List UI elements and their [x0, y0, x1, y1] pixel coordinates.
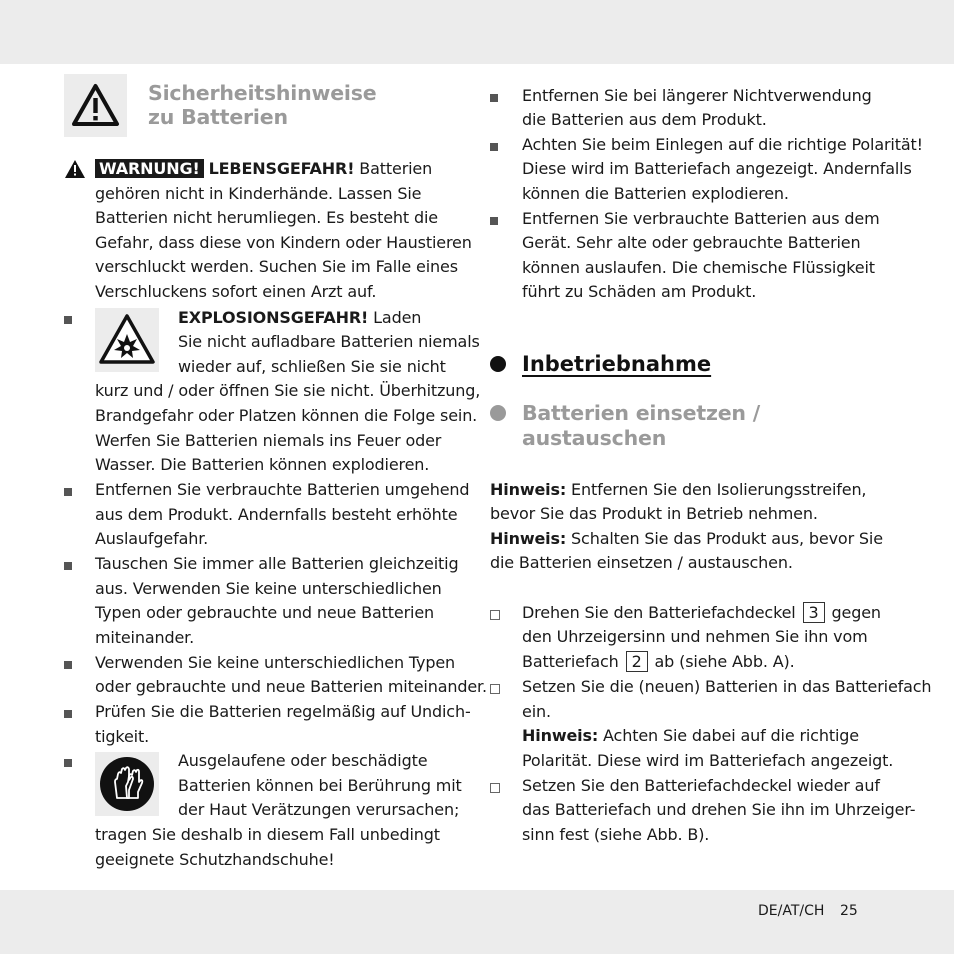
bullet-square [490, 94, 498, 102]
explosion-icon-box [95, 308, 159, 372]
left-bullet-4: Prüfen Sie die Batterien regelmäßig auf Undich- [95, 702, 471, 721]
explosion-text: Werfen Sie Batterien niemals ins Feuer oder [95, 431, 442, 450]
gloves-icon-box [95, 752, 159, 816]
subsection-title-line1: Batterien einsetzen / [522, 401, 761, 425]
left-bullet-1: aus dem Produkt. Andernfalls besteht erhöhte [95, 505, 458, 524]
bullet-square [64, 759, 72, 767]
note-2-line1 [490, 527, 883, 552]
right-bullet-1: die Batterien aus dem Produkt. [522, 110, 767, 129]
step-checkbox [490, 610, 500, 620]
gloves-icon [95, 752, 159, 816]
explosion-line-1 [178, 306, 421, 331]
bullet-square [64, 316, 72, 324]
explosion-heading: EXPLOSIONSGEFAHR! [178, 308, 369, 327]
gloves-text: tragen Sie deshalb in diesem Fall unbedingt [95, 825, 440, 844]
left-bullet-3: oder gebrauchte und neue Batterien miteinander. [95, 677, 487, 696]
subsection-dot [490, 405, 506, 421]
step-2-hint-line2: Polarität. Diese wird im Batteriefach angezeigt. [522, 751, 894, 770]
explosion-text: kurz und / oder öffnen Sie sie nicht. Überhitzung, [95, 381, 481, 400]
warning-heading: LEBENSGEFAHR! [208, 159, 355, 178]
warning-text: Gefahr, dass diese von Kindern oder Haustieren [95, 233, 472, 252]
left-bullet-1: Auslaufgefahr. [95, 529, 209, 548]
right-bullet-3: Gerät. Sehr alte oder gebrauchte Batterien [522, 233, 861, 252]
right-bullet-3: führt zu Schäden am Produkt. [522, 282, 757, 301]
right-bullet-3: Entfernen Sie verbrauchte Batterien aus dem [522, 209, 880, 228]
bullet-square [64, 488, 72, 496]
bullet-square [64, 710, 72, 718]
explosion-text: Brandgefahr oder Platzen können die Folge sein. [95, 406, 478, 425]
step-3-line1: Setzen Sie den Batteriefachdeckel wieder auf [522, 776, 880, 795]
note-text: Entfernen Sie den Isolierungsstreifen, [571, 480, 867, 499]
section-title-line1: Sicherheitshinweise [148, 81, 377, 105]
right-bullet-2: können die Batterien explodieren. [522, 184, 789, 203]
explosion-text: Wasser. Die Batterien können explodieren. [95, 455, 430, 474]
step-checkbox [490, 783, 500, 793]
right-bullet-1: Entfernen Sie bei längerer Nichtverwendung [522, 86, 872, 105]
warning-icon-box [64, 74, 127, 137]
part-number: 2 [626, 651, 648, 672]
step-1-line1 [522, 601, 881, 626]
part-number: 3 [803, 602, 825, 623]
explosion-text: wieder auf, schließen Sie sie nicht [178, 357, 446, 376]
page-number: 25 [840, 903, 858, 919]
warning-text: Verschluckens sofort einen Arzt auf. [95, 282, 377, 301]
warning-text: verschluckt werden. Suchen Sie im Falle eines [95, 257, 458, 276]
step-1-line3 [522, 650, 795, 675]
bullet-square [490, 143, 498, 151]
gloves-text: Ausgelaufene oder beschädigte [178, 751, 428, 770]
warning-text-0: Batterien [359, 159, 433, 178]
bullet-square [64, 661, 72, 669]
top-band [0, 0, 954, 64]
note-1-line1 [490, 478, 866, 503]
left-bullet-2: Tauschen Sie immer alle Batterien gleichzeitig [95, 554, 459, 573]
bottom-band [0, 890, 954, 954]
footer-region: DE/AT/CH [758, 903, 825, 919]
warning-triangle-icon [64, 74, 127, 137]
gloves-text: der Haut Verätzungen verursachen; [178, 800, 460, 819]
step-text: Batteriefach [522, 652, 619, 671]
left-bullet-3: Verwenden Sie keine unterschiedlichen Typen [95, 653, 456, 672]
left-bullet-1: Entfernen Sie verbrauchte Batterien umgehend [95, 480, 470, 499]
left-bullet-2: miteinander. [95, 628, 195, 647]
section-inbetriebnahme: Inbetriebnahme [522, 352, 712, 376]
warning-text: Batterien nicht herumliegen. Es besteht die [95, 208, 438, 227]
step-1-line2: den Uhrzeigersinn und nehmen Sie ihn vom [522, 627, 868, 646]
right-bullet-3: können auslaufen. Die chemische Flüssigkeit [522, 258, 875, 277]
step-checkbox [490, 684, 500, 694]
step-2-line2: ein. [522, 702, 551, 721]
note-2-line2: die Batterien einsetzen / austauschen. [490, 553, 793, 572]
step-text: gegen [831, 603, 881, 622]
note-label: Hinweis: [522, 726, 599, 745]
note-text: Schalten Sie das Produkt aus, bevor Sie [571, 529, 883, 548]
step-text: ab (siehe Abb. A). [654, 652, 795, 671]
section-title-line2: zu Batterien [148, 105, 288, 129]
step-3-line3: sinn fest (siehe Abb. B). [522, 825, 710, 844]
section-dot [490, 356, 506, 372]
gloves-text: Batterien können bei Berührung mit [178, 776, 462, 795]
warning-line-1 [95, 157, 432, 182]
step-text: Drehen Sie den Batteriefachdeckel [522, 603, 796, 622]
warning-text: gehören nicht in Kinderhände. Lassen Sie [95, 184, 422, 203]
right-bullet-2: Diese wird im Batteriefach angezeigt. Andernfalls [522, 159, 912, 178]
warning-label: WARNUNG! [95, 159, 204, 178]
left-bullet-2: Typen oder gebrauchte und neue Batterien [95, 603, 435, 622]
explosion-text: Sie nicht aufladbare Batterien niemals [178, 332, 480, 351]
right-bullet-2: Achten Sie beim Einlegen auf die richtige Polarität! [522, 135, 923, 154]
step-2-hint-line1 [522, 724, 859, 749]
left-bullet-4: tigkeit. [95, 727, 150, 746]
gloves-text: geeignete Schutzhandschuhe! [95, 850, 335, 869]
left-bullet-2: aus. Verwenden Sie keine unterschiedlichen [95, 579, 442, 598]
note-label: Hinweis: [490, 480, 567, 499]
explosion-icon [95, 308, 159, 372]
subsection-title-line2: austauschen [522, 426, 667, 450]
step-text: Achten Sie dabei auf die richtige [603, 726, 859, 745]
note-label: Hinweis: [490, 529, 567, 548]
step-3-line2: das Batteriefach und drehen Sie ihn im Uhrzeiger- [522, 800, 916, 819]
explosion-text-0: Laden [373, 308, 422, 327]
bullet-square [64, 562, 72, 570]
step-2-line1: Setzen Sie die (neuen) Batterien in das Batteriefach [522, 677, 932, 696]
note-1-line2: bevor Sie das Produkt in Betrieb nehmen. [490, 504, 818, 523]
small-warning-icon [64, 159, 86, 179]
bullet-square [490, 217, 498, 225]
